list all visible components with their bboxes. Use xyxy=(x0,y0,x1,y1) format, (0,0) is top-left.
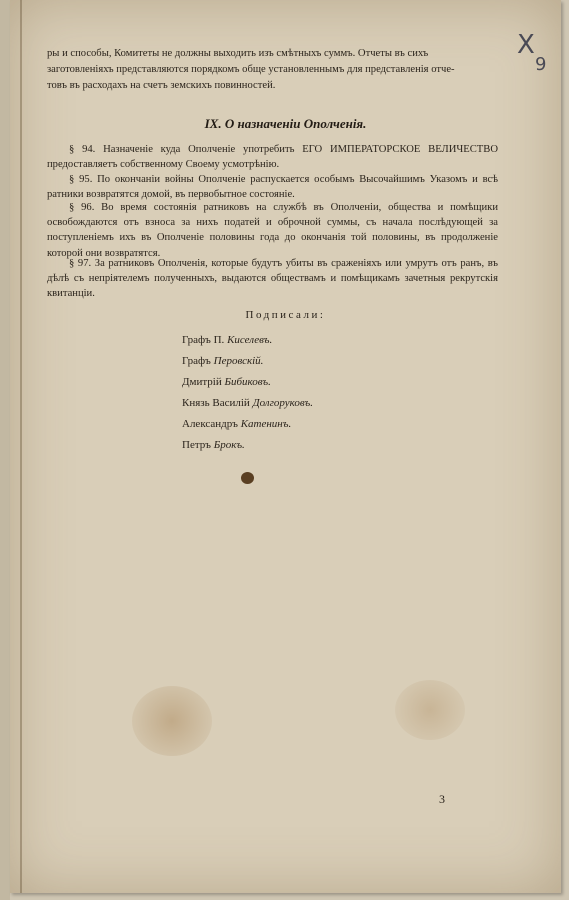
page-number: 3 xyxy=(439,792,445,806)
signature-prefix: Александръ xyxy=(182,418,238,430)
signature-prefix: Князь Василій xyxy=(182,397,250,409)
signature-name: Киселевъ. xyxy=(227,334,273,346)
signature-prefix: Петръ xyxy=(182,439,211,451)
document-page xyxy=(10,0,561,893)
signature-5 xyxy=(182,418,291,430)
continuation-line-1: ры и способы, Комитеты не должны выходить изъ смѣтныхъ суммъ. Отчеты въ сихъ xyxy=(47,48,429,59)
water-stain xyxy=(132,686,212,756)
water-stain xyxy=(395,680,465,740)
paragraph-96: § 96. Во время состоянія ратниковъ на службѣ въ Ополченіи, общества и помѣщики освобождаются отъ взноса за нихъ податей и оброчной суммы, съ начала послѣдующей за поступленіемъ ихъ въ Ополченіе половины года до окончанія той половины, въ продолженіе которой они возвратятся. xyxy=(47,202,498,259)
paragraph-95: § 95. По окончаніи войны Ополченіе распускается особымъ Высочайшимъ Указомъ и всѣ ратники возвратятся домой, въ первобытное состояніе. xyxy=(47,174,498,201)
signature-prefix: Дмитрій xyxy=(182,376,222,388)
signature-3 xyxy=(182,376,271,388)
paragraph-94: § 94. Назначеніе куда Ополченіе употребить ЕГО ИМПЕРАТОРСКОЕ ВЕЛИЧЕСТВО предоставляетъ собственному Своему усмотрѣнію. xyxy=(47,144,498,171)
signatures-title: Подписали: xyxy=(245,309,326,321)
signature-name: Брокъ. xyxy=(213,439,245,451)
handwritten-mark: X xyxy=(517,30,535,60)
signature-name: Долгоруковъ. xyxy=(252,397,313,409)
handwritten-number: 9 xyxy=(535,54,547,75)
signature-1 xyxy=(182,334,272,346)
signature-prefix: Графъ П. xyxy=(182,334,225,346)
ink-spot xyxy=(241,472,254,484)
signature-2 xyxy=(182,355,263,367)
signature-4 xyxy=(182,397,313,409)
section-heading: IX. О назначеніи Ополченія. xyxy=(204,116,367,131)
paragraph-97: § 97. За ратниковъ Ополченія, которые будутъ убиты въ сраженіяхъ или умрутъ отъ ранъ, въ дѣлѣ съ непріятелемъ полученныхъ, выдаются обществамъ и помѣщикамъ зачетныя рекрутскія квитанціи. xyxy=(47,258,498,300)
continuation-line-3: товъ въ расходахъ на счетъ земскихъ повинностей. xyxy=(47,80,276,91)
signature-6 xyxy=(182,439,245,451)
signature-prefix: Графъ xyxy=(182,355,211,367)
signature-name: Катенинъ. xyxy=(240,418,292,430)
binding-fold xyxy=(20,0,22,893)
signature-name: Перовскій. xyxy=(213,355,264,367)
page-edge xyxy=(0,0,10,900)
signature-name: Бибиковъ. xyxy=(224,376,271,388)
continuation-line-2: заготовленіяхъ представляются порядкомъ обще установленнымъ для представленія отче- xyxy=(47,64,455,75)
